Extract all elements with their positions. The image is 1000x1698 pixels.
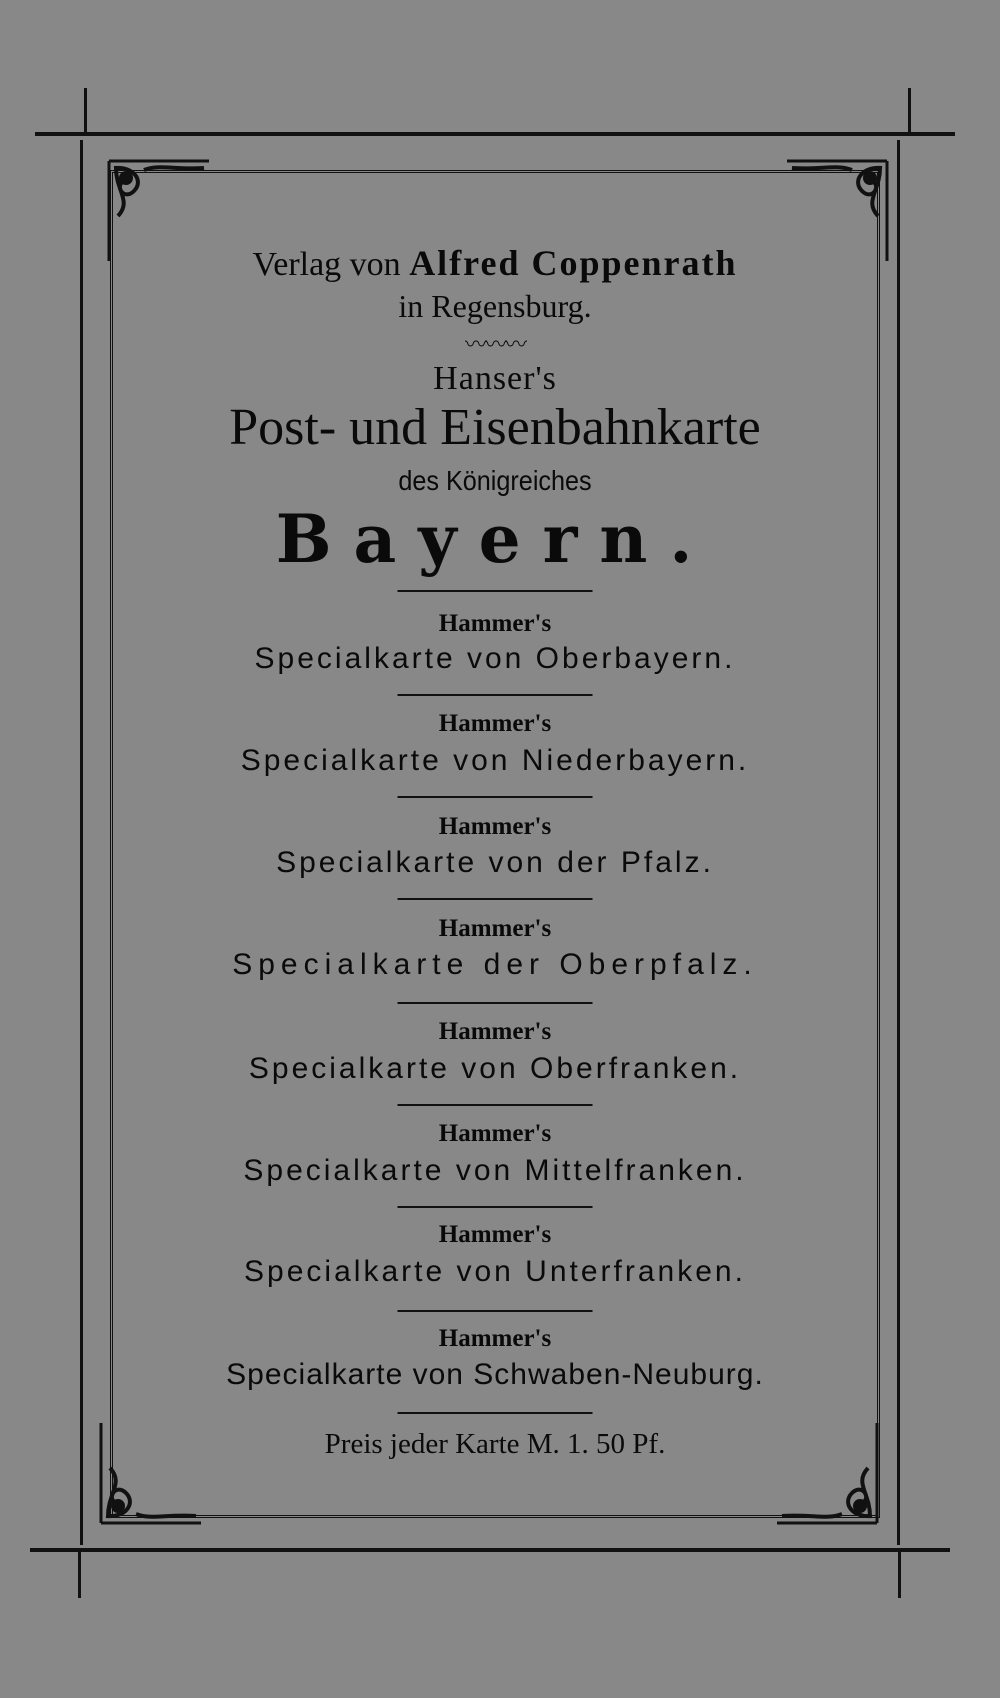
title-des: des Königreiches bbox=[398, 465, 592, 496]
map-title: Specialkarte der Oberpfalz. bbox=[232, 948, 758, 981]
publisher-line bbox=[110, 242, 880, 284]
map-title: Specialkarte von Unterfranken. bbox=[244, 1255, 746, 1288]
map-title: Specialkarte von Oberbayern. bbox=[254, 642, 736, 675]
top-rule bbox=[35, 132, 955, 136]
divider bbox=[398, 1104, 593, 1106]
map-title: Specialkarte von Oberfranken. bbox=[248, 1052, 742, 1085]
title-main: Post- und Eisenbahnkarte bbox=[229, 399, 761, 456]
map-author: Hammer's bbox=[438, 1018, 552, 1045]
map-author: Hammer's bbox=[438, 1120, 552, 1147]
map-author: Hammer's bbox=[438, 610, 552, 637]
divider bbox=[398, 1002, 593, 1004]
title-country: Bayern. bbox=[275, 500, 715, 578]
map-title: Specialkarte von Mittelfranken. bbox=[243, 1154, 747, 1187]
map-author: Hammer's bbox=[438, 915, 552, 942]
divider bbox=[398, 1206, 593, 1208]
divider bbox=[398, 694, 593, 696]
divider bbox=[398, 796, 593, 798]
price-line: Preis jeder Karte M. 1. 50 Pf. bbox=[324, 1428, 666, 1460]
bottom-rule bbox=[30, 1548, 950, 1552]
squiggle-divider: 〰〰〰 bbox=[464, 332, 525, 357]
verlag-prefix: Verlag von bbox=[252, 246, 401, 283]
divider bbox=[398, 1412, 593, 1414]
bottom-right-tick bbox=[898, 1548, 901, 1598]
map-author: Hammer's bbox=[438, 813, 552, 840]
divider bbox=[398, 1310, 593, 1312]
map-author: Hammer's bbox=[438, 1325, 552, 1352]
title-author: Hanser's bbox=[433, 360, 557, 397]
publisher-city: in Regensburg. bbox=[398, 288, 592, 324]
top-left-tick bbox=[84, 88, 87, 136]
map-author: Hammer's bbox=[438, 710, 552, 737]
bottom-left-tick bbox=[78, 1548, 81, 1598]
map-title: Specialkarte von Niederbayern. bbox=[240, 744, 750, 777]
publisher-name: Alfred Coppenrath bbox=[409, 243, 738, 283]
divider bbox=[398, 898, 593, 900]
divider bbox=[398, 590, 593, 592]
top-right-tick bbox=[908, 88, 911, 136]
map-author: Hammer's bbox=[438, 1221, 552, 1248]
map-title: Specialkarte von Schwaben-Neuburg. bbox=[226, 1358, 764, 1391]
map-title: Specialkarte von der Pfalz. bbox=[276, 846, 714, 879]
